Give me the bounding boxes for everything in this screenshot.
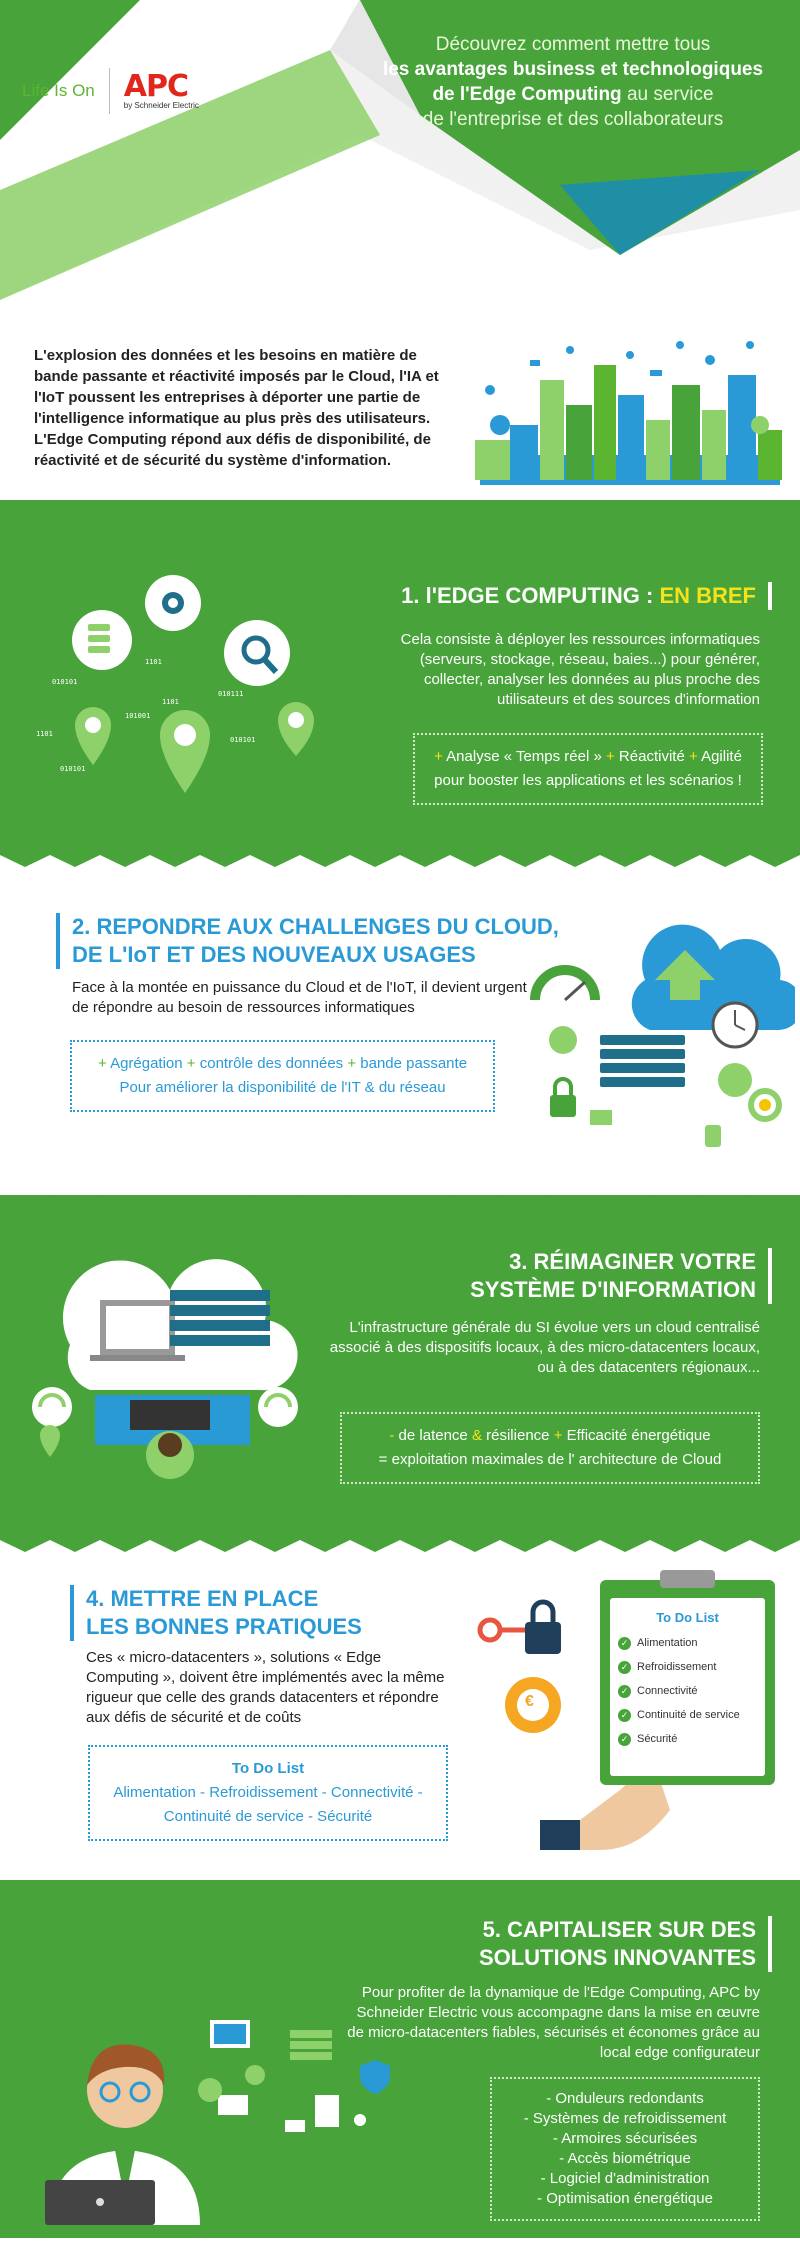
binary-label: 1101 bbox=[36, 730, 53, 738]
section-2-highlight-item: Agrégation bbox=[110, 1055, 183, 1072]
footer-line bbox=[0, 2234, 800, 2238]
clipboard-item-label: Alimentation bbox=[637, 1637, 698, 1649]
section-1-highlight-line-2: pour booster les applications et les scénarios ! bbox=[434, 772, 742, 789]
section-5-solutions-list bbox=[490, 2077, 760, 2221]
section-3-highlight-item: Efficacité énergétique bbox=[566, 1427, 711, 1444]
life-is-on-logo: Life Is On bbox=[22, 81, 95, 100]
clipboard-title: To Do List bbox=[656, 1610, 719, 1625]
section-3-text: L'infrastructure générale du SI évolue vers un cloud centralisé associé à des dispositifs locaux, à des micro-datacenters locaux, ou à des datacenters régionaux... bbox=[329, 1319, 760, 1376]
plus-sign: + bbox=[605, 748, 615, 765]
solution-item: - Armoires sécurisées bbox=[552, 2130, 698, 2147]
header-title bbox=[358, 32, 788, 132]
clipboard-paper bbox=[610, 1598, 765, 1776]
clipboard-item bbox=[618, 1703, 757, 1727]
solution-item: - Logiciel d'administration bbox=[540, 2170, 710, 2187]
section-3-highlight-box bbox=[340, 1412, 760, 1484]
section-2-highlight-line-2: Pour améliorer la disponibilité de l'IT & du réseau bbox=[119, 1079, 446, 1096]
section-3-title-line-2: SYSTÈME D'INFORMATION bbox=[470, 1277, 756, 1302]
section-3-title-line-1: 3. RÉIMAGINER VOTRE bbox=[509, 1249, 756, 1274]
section-1-title-a: 1. l'EDGE COMPUTING : bbox=[401, 583, 660, 608]
apc-logo bbox=[123, 68, 199, 110]
section-3-highlight-item: résilience bbox=[486, 1427, 550, 1444]
clipboard-item-label: Sécurité bbox=[637, 1733, 678, 1745]
zigzag-bottom-1 bbox=[0, 843, 800, 867]
binary-code-labels bbox=[20, 560, 330, 810]
section-4-title bbox=[70, 1585, 470, 1641]
city-buildings bbox=[475, 365, 782, 485]
zigzag-top-3 bbox=[0, 1183, 800, 1207]
check-icon: ✓ bbox=[618, 1661, 631, 1674]
clipboard-item bbox=[618, 1727, 757, 1751]
section-5-text: Pour profiter de la dynamique de l'Edge Computing, APC by Schneider Electric vous accompagne dans la mise en œuvre de micro-datacenters fiables, sécurisés et économes grâce au local edge configurateur bbox=[347, 1984, 760, 2061]
apc-logo-text: APC bbox=[123, 68, 188, 104]
header-title-line-3 bbox=[358, 82, 788, 107]
section-2-highlight-box bbox=[70, 1040, 495, 1112]
section-3-highlight-item: de latence bbox=[398, 1427, 468, 1444]
clipboard-clip bbox=[660, 1570, 715, 1588]
consultant-illustration bbox=[30, 1970, 410, 2225]
check-icon: ✓ bbox=[618, 1685, 631, 1698]
section-1-highlight-item: Agilité bbox=[701, 748, 742, 765]
binary-label: 010101 bbox=[230, 736, 256, 744]
clipboard bbox=[600, 1580, 775, 1785]
ampersand: & bbox=[471, 1427, 482, 1444]
check-icon: ✓ bbox=[618, 1637, 631, 1650]
header-title-line-3-rest: au service bbox=[621, 84, 714, 105]
section-4-todo-line-1: Alimentation - Refroidissement - Connectivité - bbox=[113, 1784, 423, 1801]
solution-icons bbox=[198, 2020, 390, 2132]
clipboard-item bbox=[618, 1655, 757, 1679]
clipboard-item-label: Continuité de service bbox=[637, 1709, 740, 1721]
check-icon: ✓ bbox=[618, 1709, 631, 1722]
section-2-highlight-line-1: + Agrégation + contrôle des données + bande passante bbox=[97, 1055, 468, 1072]
section-1-highlight-box bbox=[413, 733, 763, 805]
solution-item: - Onduleurs redondants bbox=[546, 2090, 704, 2107]
binary-label: 010101 bbox=[52, 678, 78, 686]
section-1-title-b: EN BREF bbox=[659, 583, 756, 608]
section-2-title-line-2: DE L'IoT ET DES NOUVEAUX USAGES bbox=[72, 942, 476, 967]
section-1-title bbox=[352, 582, 772, 610]
section-2-highlight-item: bande passante bbox=[360, 1055, 468, 1072]
header-title-line-4: de l'entreprise et des collaborateurs bbox=[422, 109, 724, 130]
cloud-datacenter-illustration bbox=[525, 900, 795, 1160]
intro-text: L'explosion des données et les besoins en matière de bande passante et réactivité imposés par le Cloud, l'IA et l'IoT poussent les entreprises à déporter une partie de l'intelligence informatique au plus près des utilisateurs. L'Edge Computing répond aux défis de disponibilité, de réactivité et de sécurité du système d'information. bbox=[34, 347, 439, 469]
header-title-line-1: Découvrez comment mettre tous bbox=[435, 34, 711, 55]
section-2-text: Face à la montée en puissance du Cloud et de l'IoT, il devient urgent de répondre au besoin de ressources informatiques bbox=[72, 979, 527, 1016]
section-4-todo-box bbox=[88, 1745, 448, 1841]
workstation-illustration bbox=[20, 1235, 320, 1510]
section-1-highlight-item: Réactivité bbox=[618, 748, 685, 765]
zigzag-bottom-3 bbox=[0, 1528, 800, 1552]
section-3-highlight-line-1: - de latence & résilience + Efficacité énergétique bbox=[389, 1427, 711, 1444]
plus-sign: + bbox=[434, 748, 443, 765]
header-title-line-3-bold: de l'Edge Computing bbox=[432, 84, 622, 105]
apc-logo-subtitle: by Schneider Electric bbox=[123, 100, 199, 110]
clipboard-item-label: Connectivité bbox=[637, 1685, 698, 1697]
section-3-highlight-line-2: = exploitation maximales de l' architecture de Cloud bbox=[378, 1451, 722, 1468]
check-icon: ✓ bbox=[618, 1733, 631, 1746]
section-5-title bbox=[352, 1916, 772, 1972]
solution-item: - Optimisation énergétique bbox=[537, 2190, 713, 2207]
section-4-todo-title: To Do List bbox=[231, 1760, 305, 1777]
clipboard-item-label: Refroidissement bbox=[637, 1661, 717, 1673]
zigzag-top-5 bbox=[0, 1868, 800, 1892]
security-cost-icons bbox=[465, 1570, 605, 1740]
section-2-title-line-1: 2. REPONDRE AUX CHALLENGES DU CLOUD, bbox=[72, 914, 559, 939]
euro-coin-icon: € bbox=[525, 1693, 534, 1710]
clipboard-item bbox=[618, 1631, 757, 1655]
solution-item: - Systèmes de refroidissement bbox=[523, 2110, 727, 2127]
section-2-title bbox=[56, 913, 576, 969]
binary-label: 1101 bbox=[145, 658, 162, 666]
binary-label: 1101 bbox=[162, 698, 179, 706]
section-4-todo-line-2: Continuité de service - Sécurité bbox=[163, 1808, 373, 1825]
header-title-line-2: les avantages business et technologiques bbox=[382, 59, 764, 80]
brand-logos bbox=[22, 68, 199, 114]
brand-divider bbox=[109, 68, 110, 114]
section-4-title-line-2: LES BONNES PRATIQUES bbox=[86, 1614, 362, 1639]
section-3-title bbox=[352, 1248, 772, 1304]
city-connectivity-icons bbox=[485, 341, 754, 395]
section-5-title-line-2: SOLUTIONS INNOVANTES bbox=[478, 1945, 756, 1970]
section-1-text: Cela consiste à déployer les ressources informatiques (serveurs, stockage, réseau, baies...) pour générer, collecter, analyser les données au plus proche des utilisateurs et des sources d'information bbox=[400, 631, 760, 708]
zigzag-top-1 bbox=[0, 488, 800, 512]
section-5-title-line-1: 5. CAPITALISER SUR DES bbox=[482, 1917, 756, 1942]
header bbox=[0, 0, 800, 330]
section-4-text: Ces « micro-datacenters », solutions « Edge Computing », doivent être implémentés avec la même rigueur que celle des grands datacenters et répondre aux défis de sécurité et de coûts bbox=[86, 1649, 445, 1726]
binary-label: 010101 bbox=[60, 765, 86, 773]
binary-label: 010111 bbox=[218, 690, 244, 698]
section-1-highlight-line-1 bbox=[423, 745, 753, 769]
solution-item: - Accès biométrique bbox=[559, 2150, 691, 2167]
section-4-title-line-1: 4. METTRE EN PLACE bbox=[86, 1586, 319, 1611]
section-1-highlight-item: Analyse « Temps réel » bbox=[446, 748, 602, 765]
section-2-highlight-item: contrôle des données bbox=[199, 1055, 344, 1072]
plus-sign: + bbox=[688, 748, 698, 765]
binary-label: 101001 bbox=[125, 712, 151, 720]
clipboard-item bbox=[618, 1679, 757, 1703]
smart-city-illustration bbox=[470, 330, 790, 490]
